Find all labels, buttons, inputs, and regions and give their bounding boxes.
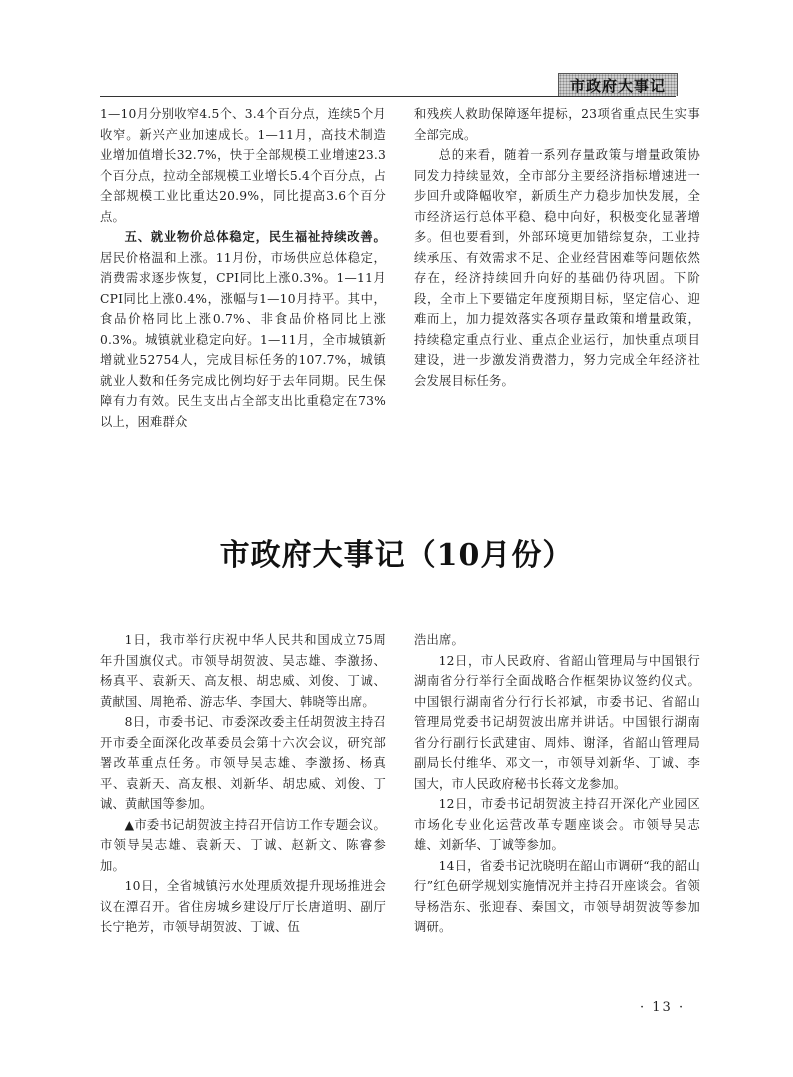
paragraph: 和残疾人救助保障逐年提标，23项省重点民生实事全部完成。 — [414, 107, 700, 142]
event-entry: 12日，市委书记胡贺波主持召开深化产业园区市场化专业化运营改革专题座谈会。市领导吴志雄、刘新华、丁诚等参加。 — [414, 797, 700, 852]
top-right-column — [414, 104, 700, 391]
event-entry: 10日，全省城镇污水处理质效提升现场推进会议在潭召开。省住房城乡建设厅厅长唐道明、副厅长宁艳芳，市领导胡贺波、丁诚、伍 — [100, 879, 386, 934]
bottom-left-column — [100, 630, 386, 938]
bottom-right-column — [414, 630, 700, 938]
event-entry: 1日，我市举行庆祝中华人民共和国成立75周年升国旗仪式。市领导胡贺波、吴志雄、李激扬、杨真平、袁新天、高友根、胡忠威、刘俊、丁诚、黄献国、周艳希、游志华、李国大、韩晓等出席。 — [100, 633, 386, 709]
paragraph — [100, 227, 386, 432]
event-entry: 8日，市委书记、市委深改委主任胡贺波主持召开市委全面深化改革委员会第十六次会议，研究部署改革重点任务。市领导吴志雄、李激扬、杨真平、袁新天、高友根、刘新华、胡忠威、刘俊、丁诚、黄献国等参加。 — [100, 715, 386, 811]
top-left-column — [100, 104, 386, 432]
paragraph-heading: 五、就业物价总体稳定，民生福祉持续改善。 — [124, 229, 386, 244]
paragraph-body: 居民价格温和上涨。11月份，市场供应总体稳定，消费需求逐步恢复，CPI同比上涨0.3%。1—11月CPI同比上涨0.4%，涨幅与1—10月持平。其中，食品价格同比上涨0.7%、非食品价格同比上涨0.3%。城镇就业稳定向好。1—11月，全市城镇新增就业52754人，完成目标任务的107.7%，城镇就业人数和任务完成比例均好于去年同期。民生保障有力有效。民生支出占全部支出比重稳定在73%以上，困难群众 — [100, 250, 386, 429]
event-entry: 浩出席。 — [414, 633, 464, 647]
event-entry: 12日，市人民政府、省韶山管理局与中国银行湖南省分行举行全面战略合作框架协议签约仪式。中国银行湖南省分行行长祁斌，市委书记、省韶山管理局党委书记胡贺波出席并讲话。中国银行湖南省分行副行长武建宙、周炜、谢泽，省韶山管理局副局长付维华、邓文一，市领导刘新华、丁诚、李国大，市人民政府秘书长蒋文龙参加。 — [414, 653, 700, 791]
header-rule — [100, 96, 676, 97]
section-tag — [558, 73, 678, 96]
event-entry: ▲市委书记胡贺波主持召开信访工作专题会议。市领导吴志雄、袁新天、丁诚、赵新文、陈睿参加。 — [100, 817, 386, 873]
article-title: 市政府大事记（10月份） — [219, 538, 574, 573]
paragraph: 1—10月分别收窄4.5个、3.4个百分点，连续5个月收窄。新兴产业加速成长。1—11月，高技术制造业增加值增长32.7%，快于全部规模工业增速23.3个百分点，拉动全部规模工业增长5.4个百分点，占全部规模工业比重达20.9%，同比提高3.6个百分点。 — [100, 107, 386, 224]
event-entry: 14日，省委书记沈晓明在韶山市调研“我的韶山行”红色研学规划实施情况并主持召开座谈会。省领导杨浩东、张迎春、秦国文，市领导胡贺波等参加调研。 — [414, 858, 700, 934]
section-tag-label: 市政府大事记 — [569, 76, 666, 95]
page-number: · 13 · — [640, 1000, 686, 1015]
paragraph: 总的来看，随着一系列存量政策与增量政策协同发力持续显效，全市部分主要经济指标增速进一步回升或降幅收窄，新质生产力稳步加快发展，全市经济运行总体平稳、稳中向好，积极变化显著增多。但也要看到，外部环境更加错综复杂，工业持续承压、有效需求不足、企业经营困难等问题依然存在，经济持续回升向好的基础仍待巩固。下阶段，全市上下要锚定年度预期目标，坚定信心、迎难而上，加力提效落实各项存量政策和增量政策，持续稳定重点行业、重点企业运行，加快重点项目建设，进一步激发消费潜力，努力完成全年经济社会发展目标任务。 — [414, 148, 700, 388]
